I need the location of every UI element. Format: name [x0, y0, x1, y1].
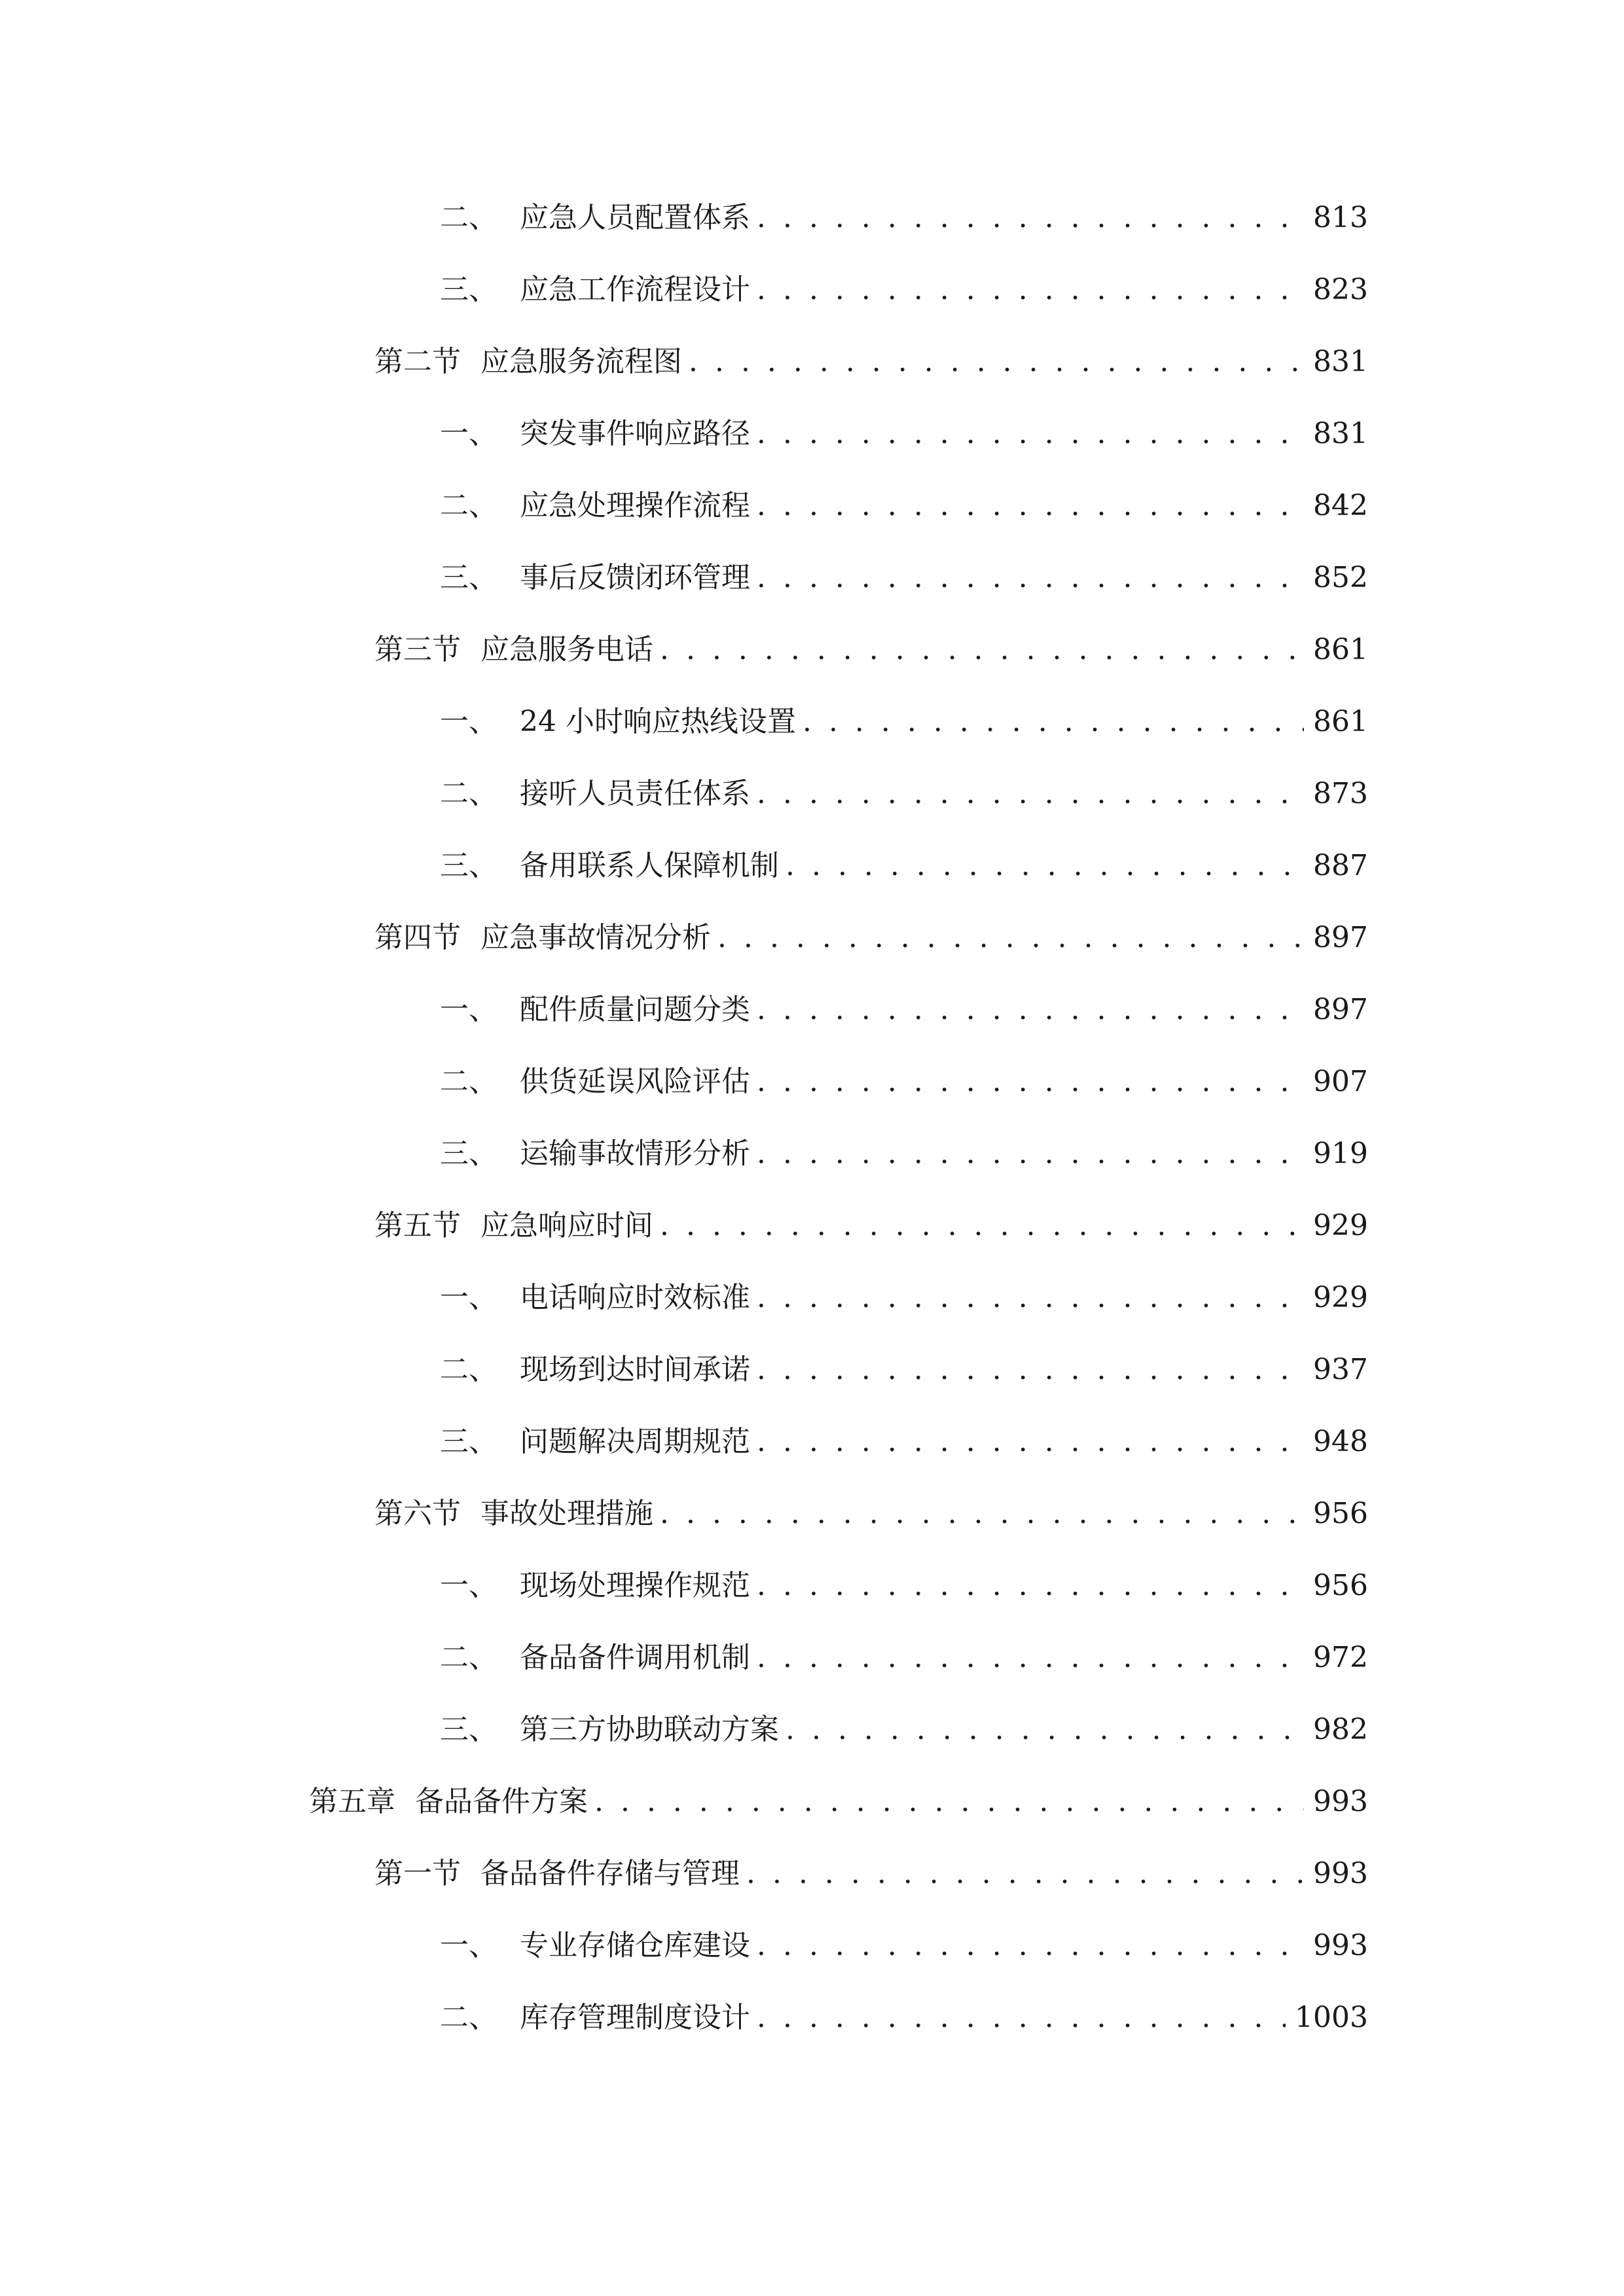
toc-entry-number: 三、 — [440, 849, 497, 882]
toc-entry[interactable] — [440, 483, 1368, 529]
toc-entry-number: 三、 — [440, 1137, 497, 1170]
toc-entry[interactable] — [309, 1779, 1368, 1825]
toc-entry[interactable] — [374, 627, 1368, 673]
toc-entry-page: 831 — [1313, 345, 1368, 378]
toc-entry-page: 823 — [1313, 273, 1368, 306]
toc-dot-leader — [746, 1851, 1304, 1897]
toc-dot-leader — [757, 555, 1304, 601]
toc-entry-title: 应急服务流程图 — [480, 345, 682, 378]
toc-entry[interactable] — [374, 1203, 1368, 1249]
toc-dot-leader — [660, 1491, 1304, 1537]
toc-entry[interactable] — [440, 267, 1368, 313]
toc-entry-number: 第六节 — [374, 1497, 461, 1530]
toc-entry[interactable] — [374, 915, 1368, 961]
toc-dot-leader — [803, 699, 1304, 745]
toc-entry-page: 907 — [1313, 1065, 1368, 1098]
toc-entry-page: 993 — [1313, 1785, 1368, 1818]
toc-entry-title: 应急服务电话 — [480, 633, 653, 666]
toc-entry-page: 831 — [1313, 417, 1368, 450]
toc-entry-title: 接听人员责任体系 — [520, 777, 750, 810]
toc-entry[interactable] — [440, 1347, 1368, 1393]
toc-entry-title: 应急工作流程设计 — [520, 273, 750, 306]
toc-entry-title: 应急人员配置体系 — [520, 201, 750, 234]
toc-entry-page: 956 — [1313, 1497, 1368, 1530]
toc-dot-leader — [757, 195, 1304, 241]
toc-dot-leader — [757, 771, 1304, 817]
toc-entry-title: 应急响应时间 — [480, 1209, 653, 1242]
toc-entry-title: 电话响应时效标准 — [520, 1281, 750, 1314]
toc-entry-number: 第三节 — [374, 633, 461, 666]
toc-entry-page: 993 — [1313, 1857, 1368, 1890]
toc-dot-leader — [594, 1779, 1304, 1825]
toc-dot-leader — [689, 339, 1304, 385]
toc-entry-title: 现场处理操作规范 — [520, 1569, 750, 1602]
toc-entry-title: 备品备件方案 — [415, 1785, 588, 1818]
toc-entry[interactable] — [374, 339, 1368, 385]
toc-entry-page: 861 — [1313, 633, 1368, 666]
toc-entry-number: 二、 — [440, 1065, 497, 1098]
toc-entry-number: 三、 — [440, 273, 497, 306]
toc-entry[interactable] — [440, 411, 1368, 457]
toc-dot-leader — [757, 1059, 1304, 1105]
toc-entry-number: 三、 — [440, 1713, 497, 1746]
toc-entry[interactable] — [440, 1059, 1368, 1105]
toc-entry-page: 982 — [1313, 1713, 1368, 1746]
toc-entry-number: 一、 — [440, 417, 497, 450]
toc-dot-leader — [757, 1275, 1304, 1321]
toc-entry[interactable] — [440, 1707, 1368, 1753]
toc-dot-leader — [757, 1635, 1304, 1681]
toc-dot-leader — [660, 627, 1304, 673]
toc-entry-number: 二、 — [440, 1353, 497, 1386]
toc-entry-title: 专业存储仓库建设 — [520, 1929, 750, 1962]
toc-entry[interactable] — [440, 195, 1368, 241]
toc-entry-number: 三、 — [440, 1425, 497, 1458]
toc-entry[interactable] — [440, 1563, 1368, 1609]
toc-entry-number: 三、 — [440, 561, 497, 594]
toc-dot-leader — [757, 1347, 1304, 1393]
toc-entry[interactable] — [440, 843, 1368, 889]
toc-entry-title: 应急处理操作流程 — [520, 489, 750, 522]
toc-entry-title: 备品备件调用机制 — [520, 1641, 750, 1674]
toc-entry[interactable] — [440, 771, 1368, 817]
toc-entry[interactable] — [440, 1995, 1368, 2041]
toc-entry-number: 二、 — [440, 1641, 497, 1674]
toc-dot-leader — [757, 267, 1304, 313]
toc-entry-page: 897 — [1313, 921, 1368, 954]
toc-entry-title: 供货延误风险评估 — [520, 1065, 750, 1098]
toc-dot-leader — [660, 1203, 1304, 1249]
toc-dot-leader — [785, 1707, 1304, 1753]
toc-entry-number: 第四节 — [374, 921, 461, 954]
toc-entry-number: 二、 — [440, 2001, 497, 2034]
toc-entry-page: 852 — [1313, 561, 1368, 594]
toc-entry[interactable] — [440, 1275, 1368, 1321]
toc-entry-page: 929 — [1313, 1209, 1368, 1242]
toc-entry-number: 一、 — [440, 1929, 497, 1962]
toc-entry-number: 一、 — [440, 993, 497, 1026]
toc-dot-leader — [757, 1995, 1286, 2041]
toc-entry-page: 993 — [1313, 1929, 1368, 1962]
toc-entry[interactable] — [440, 987, 1368, 1033]
toc-entry-title: 问题解决周期规范 — [520, 1425, 750, 1458]
toc-entry-number: 第一节 — [374, 1857, 461, 1890]
toc-entry-title: 配件质量问题分类 — [520, 993, 750, 1026]
toc-entry-page: 919 — [1313, 1137, 1368, 1170]
toc-dot-leader — [717, 915, 1304, 961]
toc-entry[interactable] — [440, 699, 1368, 745]
toc-entry-number: 第二节 — [374, 345, 461, 378]
toc-entry-number: 二、 — [440, 201, 497, 234]
toc-entry[interactable] — [440, 1635, 1368, 1681]
toc-entry-number: 二、 — [440, 489, 497, 522]
toc-entry-title: 事后反馈闭环管理 — [520, 561, 750, 594]
toc-entry-page: 897 — [1313, 993, 1368, 1026]
toc-entry-title: 现场到达时间承诺 — [520, 1353, 750, 1386]
toc-entry-title: 备用联系人保障机制 — [520, 849, 779, 882]
toc-entry[interactable] — [440, 1419, 1368, 1465]
toc-entry-number: 一、 — [440, 1281, 497, 1314]
toc-entry-title: 事故处理措施 — [480, 1497, 653, 1530]
toc-entry-page: 861 — [1313, 705, 1368, 738]
toc-entry-number: 一、 — [440, 1569, 497, 1602]
toc-entry-title: 应急事故情况分析 — [480, 921, 711, 954]
toc-entry-page: 842 — [1313, 489, 1368, 522]
toc-dot-leader — [757, 1131, 1304, 1177]
toc-entry-title: 24 小时响应热线设置 — [520, 705, 796, 738]
toc-entry-page: 929 — [1313, 1281, 1368, 1314]
toc-dot-leader — [757, 987, 1304, 1033]
toc-dot-leader — [785, 843, 1304, 889]
toc-entry-title: 库存管理制度设计 — [520, 2001, 750, 2034]
toc-entry-title: 突发事件响应路径 — [520, 417, 750, 450]
toc-entry-title: 第三方协助联动方案 — [520, 1713, 779, 1746]
toc-dot-leader — [757, 411, 1304, 457]
toc-entry-title: 备品备件存储与管理 — [480, 1857, 740, 1890]
toc-entry[interactable] — [374, 1851, 1368, 1897]
toc-entry-page: 948 — [1313, 1425, 1368, 1458]
toc-dot-leader — [757, 1419, 1304, 1465]
toc-entry-page: 956 — [1313, 1569, 1368, 1602]
toc-entry-page: 1003 — [1295, 2001, 1368, 2034]
toc-entry-page: 813 — [1313, 201, 1368, 234]
toc-dot-leader — [757, 1923, 1304, 1969]
toc-entry-number: 二、 — [440, 777, 497, 810]
toc-dot-leader — [757, 483, 1304, 529]
toc-entry[interactable] — [440, 1131, 1368, 1177]
toc-entry-page: 937 — [1313, 1353, 1368, 1386]
toc-entry-number: 第五章 — [309, 1785, 395, 1818]
toc-entry-number: 第五节 — [374, 1209, 461, 1242]
toc-entry[interactable] — [374, 1491, 1368, 1537]
toc-entry-page: 873 — [1313, 777, 1368, 810]
toc-dot-leader — [757, 1563, 1304, 1609]
toc-entry-number: 一、 — [440, 705, 497, 738]
toc-entry[interactable] — [440, 1923, 1368, 1969]
toc-entry-title: 运输事故情形分析 — [520, 1137, 750, 1170]
toc-entry-page: 887 — [1313, 849, 1368, 882]
toc-entry[interactable] — [440, 555, 1368, 601]
toc-entry-page: 972 — [1313, 1641, 1368, 1674]
